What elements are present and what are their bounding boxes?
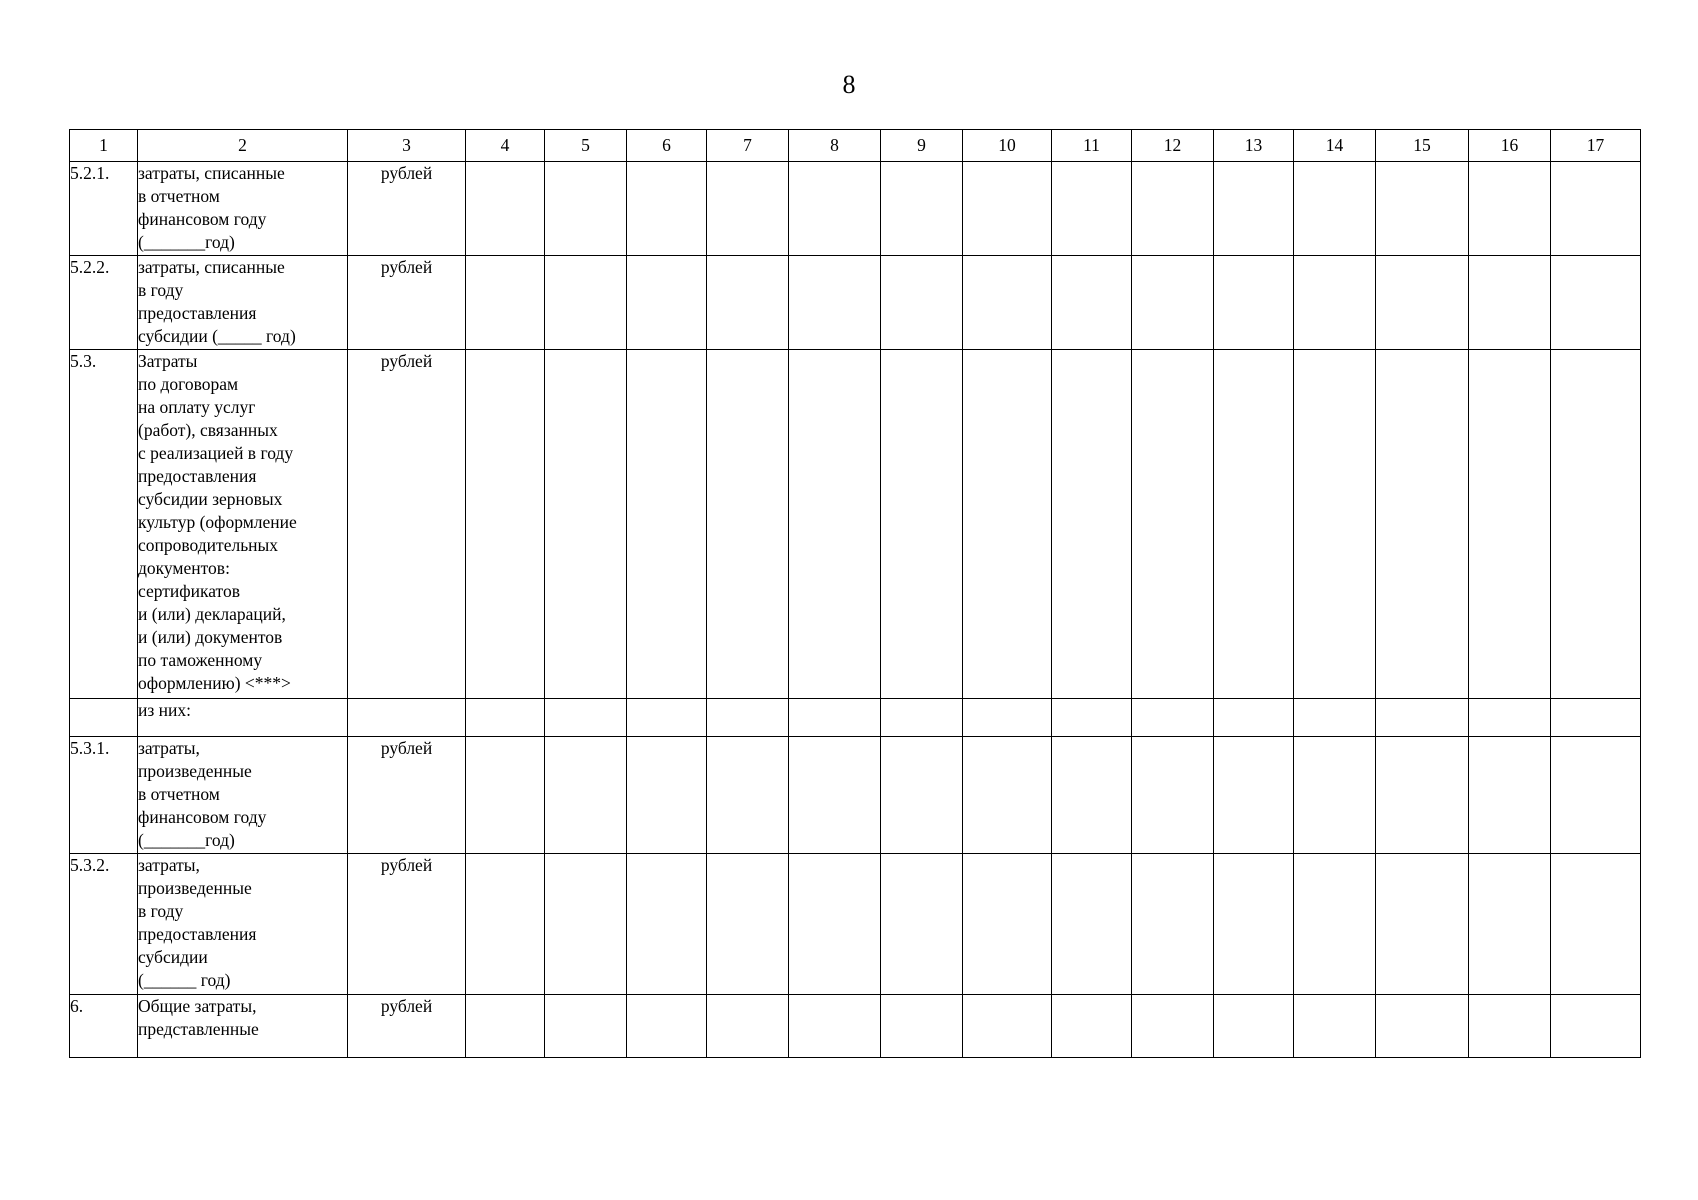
table-cell bbox=[1294, 737, 1376, 854]
table-cell bbox=[1214, 737, 1294, 854]
table-cell bbox=[1551, 256, 1641, 350]
table-cell bbox=[963, 256, 1052, 350]
table-cell bbox=[466, 162, 545, 256]
table-cell bbox=[1376, 699, 1469, 737]
table-cell bbox=[545, 256, 627, 350]
table-cell bbox=[1469, 350, 1551, 699]
table-cell bbox=[963, 995, 1052, 1058]
table-cell bbox=[1294, 854, 1376, 995]
table-cell bbox=[1052, 737, 1132, 854]
column-header: 7 bbox=[707, 130, 789, 162]
table-cell bbox=[545, 854, 627, 995]
row-description: Общие затраты, представленные bbox=[138, 995, 348, 1058]
row-description: из них: bbox=[138, 699, 348, 737]
row-unit: рублей bbox=[348, 854, 466, 995]
table-cell bbox=[963, 737, 1052, 854]
table-cell bbox=[466, 699, 545, 737]
table-cell bbox=[545, 350, 627, 699]
column-header: 3 bbox=[348, 130, 466, 162]
row-unit: рублей bbox=[348, 995, 466, 1058]
column-header: 15 bbox=[1376, 130, 1469, 162]
table-cell bbox=[1551, 995, 1641, 1058]
row-description: Затраты по договорам на оплату услуг (работ), связанных с реализацией в году предоставления субсидии зерновых культур (оформление сопроводительных документов: сертификатов и (или) деклараций, и (или) документов по таможенному оформлению) <***> bbox=[138, 350, 348, 699]
table-row bbox=[70, 737, 1641, 854]
column-header: 9 bbox=[881, 130, 963, 162]
table-cell bbox=[545, 995, 627, 1058]
page-number: 8 bbox=[842, 70, 856, 99]
table-cell bbox=[1052, 256, 1132, 350]
table-cell bbox=[707, 162, 789, 256]
column-header: 16 bbox=[1469, 130, 1551, 162]
table-cell bbox=[1132, 737, 1214, 854]
column-header: 12 bbox=[1132, 130, 1214, 162]
table-cell bbox=[789, 995, 881, 1058]
table-cell bbox=[881, 995, 963, 1058]
table-cell bbox=[627, 256, 707, 350]
table-cell bbox=[1551, 737, 1641, 854]
table-cell bbox=[789, 737, 881, 854]
table-cell bbox=[963, 854, 1052, 995]
row-number: 5.2.2. bbox=[70, 256, 138, 350]
table-cell bbox=[707, 995, 789, 1058]
row-description: затраты, произведенные в отчетном финансовом году (_______год) bbox=[138, 737, 348, 854]
table-cell bbox=[707, 737, 789, 854]
row-description: затраты, произведенные в году предоставления субсидии (______ год) bbox=[138, 854, 348, 995]
table-cell bbox=[707, 350, 789, 699]
table-cell bbox=[881, 162, 963, 256]
table-cell bbox=[1469, 162, 1551, 256]
table-cell bbox=[1376, 737, 1469, 854]
table-cell bbox=[1376, 854, 1469, 995]
column-header: 6 bbox=[627, 130, 707, 162]
table-cell bbox=[466, 350, 545, 699]
table-cell bbox=[1052, 699, 1132, 737]
table-cell bbox=[881, 256, 963, 350]
table-cell bbox=[1214, 256, 1294, 350]
table-cell bbox=[1132, 350, 1214, 699]
table-cell bbox=[1376, 162, 1469, 256]
row-number: 6. bbox=[70, 995, 138, 1058]
table-cell bbox=[963, 350, 1052, 699]
table-cell bbox=[1551, 699, 1641, 737]
row-description: затраты, списанные в отчетном финансовом году (_______год) bbox=[138, 162, 348, 256]
table-cell bbox=[1469, 737, 1551, 854]
table-cell bbox=[1294, 256, 1376, 350]
table-cell bbox=[881, 699, 963, 737]
table-cell bbox=[1214, 854, 1294, 995]
table-cell bbox=[1294, 995, 1376, 1058]
table-cell bbox=[1132, 854, 1214, 995]
table-cell bbox=[1376, 256, 1469, 350]
table-row bbox=[70, 699, 1641, 737]
row-unit: рублей bbox=[348, 162, 466, 256]
table-cell bbox=[1132, 699, 1214, 737]
table-cell bbox=[466, 256, 545, 350]
table-cell bbox=[1551, 854, 1641, 995]
column-header: 1 bbox=[70, 130, 138, 162]
row-unit: рублей bbox=[348, 737, 466, 854]
table-cell bbox=[627, 854, 707, 995]
table-row bbox=[70, 350, 1641, 699]
column-header: 11 bbox=[1052, 130, 1132, 162]
report-table bbox=[69, 129, 1641, 1058]
column-header: 13 bbox=[1214, 130, 1294, 162]
row-number: 5.3.1. bbox=[70, 737, 138, 854]
table-cell bbox=[881, 350, 963, 699]
table-cell bbox=[627, 350, 707, 699]
table-cell bbox=[1052, 350, 1132, 699]
column-header: 10 bbox=[963, 130, 1052, 162]
table-cell bbox=[1469, 854, 1551, 995]
table-cell bbox=[789, 162, 881, 256]
row-number bbox=[70, 699, 138, 737]
table-cell bbox=[545, 699, 627, 737]
table-cell bbox=[1294, 350, 1376, 699]
table-row bbox=[70, 995, 1641, 1058]
table-cell bbox=[545, 737, 627, 854]
table-cell bbox=[1132, 256, 1214, 350]
column-header: 4 bbox=[466, 130, 545, 162]
header-row bbox=[70, 130, 1641, 162]
table-cell bbox=[1551, 350, 1641, 699]
table-cell bbox=[1052, 854, 1132, 995]
table-cell bbox=[789, 350, 881, 699]
table-cell bbox=[627, 737, 707, 854]
table-cell bbox=[1551, 162, 1641, 256]
row-unit: рублей bbox=[348, 350, 466, 699]
column-header: 14 bbox=[1294, 130, 1376, 162]
table-cell bbox=[1052, 995, 1132, 1058]
table-cell bbox=[627, 995, 707, 1058]
table-cell bbox=[466, 737, 545, 854]
table-cell bbox=[707, 854, 789, 995]
table-cell bbox=[1214, 162, 1294, 256]
table-cell bbox=[707, 256, 789, 350]
row-unit: рублей bbox=[348, 256, 466, 350]
table-cell bbox=[627, 162, 707, 256]
table-row bbox=[70, 256, 1641, 350]
table-row bbox=[70, 162, 1641, 256]
table-cell bbox=[789, 854, 881, 995]
table-cell bbox=[627, 699, 707, 737]
table-row bbox=[70, 854, 1641, 995]
table-cell bbox=[1214, 699, 1294, 737]
table-cell bbox=[1376, 995, 1469, 1058]
row-unit bbox=[348, 699, 466, 737]
table-cell bbox=[1132, 162, 1214, 256]
table-cell bbox=[789, 256, 881, 350]
column-header: 5 bbox=[545, 130, 627, 162]
table-cell bbox=[545, 162, 627, 256]
table-cell bbox=[1294, 699, 1376, 737]
row-number: 5.2.1. bbox=[70, 162, 138, 256]
row-description: затраты, списанные в году предоставления субсидии (_____ год) bbox=[138, 256, 348, 350]
table-cell bbox=[1052, 162, 1132, 256]
row-number: 5.3.2. bbox=[70, 854, 138, 995]
table-cell bbox=[466, 995, 545, 1058]
table-cell bbox=[881, 737, 963, 854]
table-cell bbox=[1294, 162, 1376, 256]
table-cell bbox=[963, 162, 1052, 256]
table-cell bbox=[1214, 350, 1294, 699]
table-cell bbox=[1469, 995, 1551, 1058]
table-cell bbox=[789, 699, 881, 737]
table-cell bbox=[1214, 995, 1294, 1058]
column-header: 8 bbox=[789, 130, 881, 162]
table-cell bbox=[1376, 350, 1469, 699]
row-number: 5.3. bbox=[70, 350, 138, 699]
column-header: 2 bbox=[138, 130, 348, 162]
column-header: 17 bbox=[1551, 130, 1641, 162]
table-cell bbox=[466, 854, 545, 995]
table-cell bbox=[1469, 256, 1551, 350]
table-cell bbox=[1469, 699, 1551, 737]
table-cell bbox=[1132, 995, 1214, 1058]
table-cell bbox=[881, 854, 963, 995]
table-cell bbox=[707, 699, 789, 737]
table-cell bbox=[963, 699, 1052, 737]
